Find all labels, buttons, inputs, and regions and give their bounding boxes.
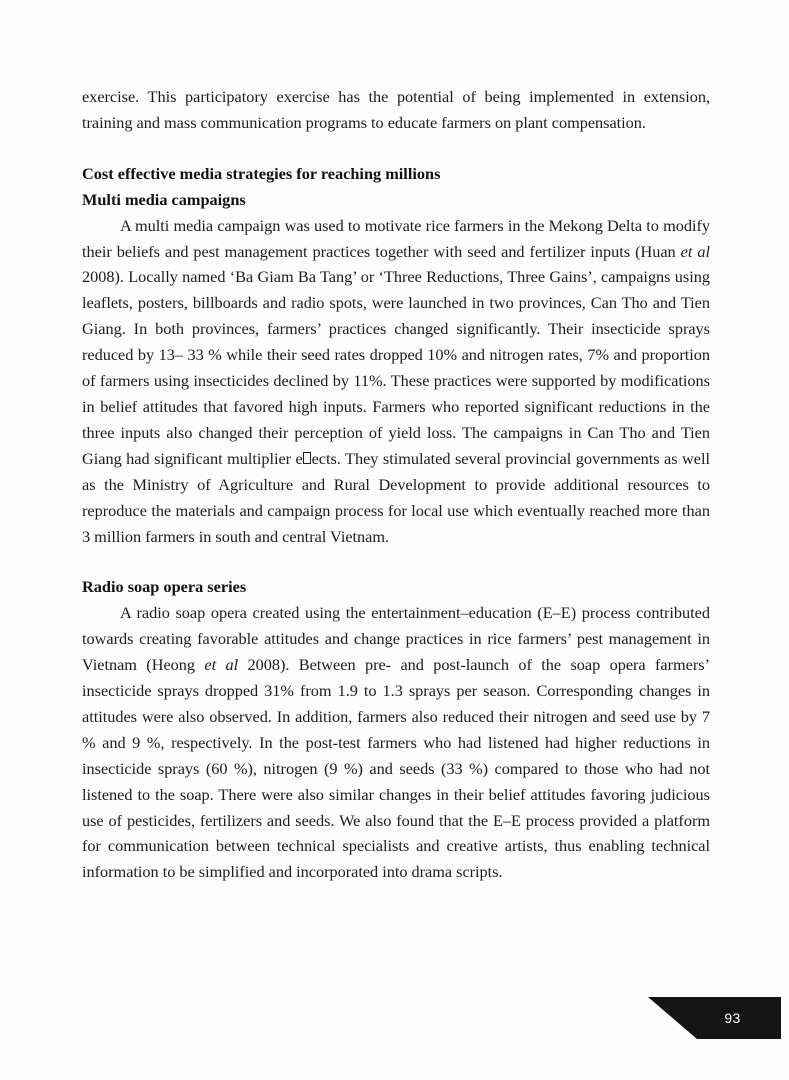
paragraph-multi-media-campaign: [82, 213, 710, 550]
paragraph-radio-soap-opera: [82, 600, 710, 885]
citation-et-al: et al: [204, 655, 239, 675]
text-run: A radio soap opera created using the entertainment–education (E–E) process contributed towards creating favorable attitudes and change practices in rice farmers’ pest management in Vietnam (Heong: [82, 603, 710, 675]
text-run: 2008). Locally named ‘Ba Giam Ba Tang’ or ‘Three Reductions, Three Gains’, campaigns using leaflets, posters, billboards and radio spots, were launched in two provinces, Can Tho and Tien Giang. In both provinces, farmers’ practices changed significantly. Their insecticide sprays reduced by 13– 33 % while their seed rates dropped 10% and nitrogen rates, 7% and proportion of farmers using insecticides declined by 11%. These practices were supported by modifications in belief attitudes that favored high inputs. Farmers who reported significant reductions in the three inputs also changed their perception of yield loss. The campaigns in Can Tho and Tien Giang had significant multiplier e: [82, 267, 710, 468]
heading-radio-soap-opera-series: Radio soap opera series: [82, 577, 247, 597]
text-run: A multi media campaign was used to motivate rice farmers in the Mekong Delta to modify their beliefs and pest management practices together with seed and fertilizer inputs (Huan: [82, 215, 710, 261]
spacer: [82, 136, 710, 161]
page-number: 93: [724, 1010, 741, 1026]
page-content: [82, 84, 710, 885]
paragraph-continued: exercise. This participatory exercise has the potential of being implemented in extension, training and mass communication programs to educate farmers on plant compensation.: [82, 87, 710, 132]
text-run: ects. They stimulated several provincial governments as well as the Ministry of Agriculture and Rural Development to provide additional resources to reproduce the materials and campaign process for local use which eventually reached more than 3 million farmers in south and central Vietnam.: [82, 448, 711, 546]
heading-multi-media-campaigns: Multi media campaigns: [82, 189, 246, 209]
missing-glyph-box-icon: [303, 452, 311, 464]
heading-cost-effective-media-strategies: Cost effective media strategies for reaching millions: [82, 163, 441, 183]
text-run: 2008). Between pre- and post-launch of the soap opera farmers’ insecticide sprays dropped 31% from 1.9 to 1.3 sprays per season. Corresponding changes in attitudes were also observed. In addition, farmers also reduced their nitrogen and seed use by 7 % and 9 %, respectively. In the post-test farmers who had listened had higher reductions in insecticide sprays (60 %), nitrogen (9 %) and seeds (33 %) compared to those who had not listened to the soap. There were also similar changes in their belief attitudes favoring judicious use of pesticides, fertilizers and seeds. We also found that the E–E process provided a platform for communication between technical specialists and creative artists, thus enabling technical information to be simplified and incorporated into drama scripts.: [82, 655, 710, 882]
citation-et-al: et al: [680, 241, 710, 261]
spacer: [82, 549, 710, 574]
